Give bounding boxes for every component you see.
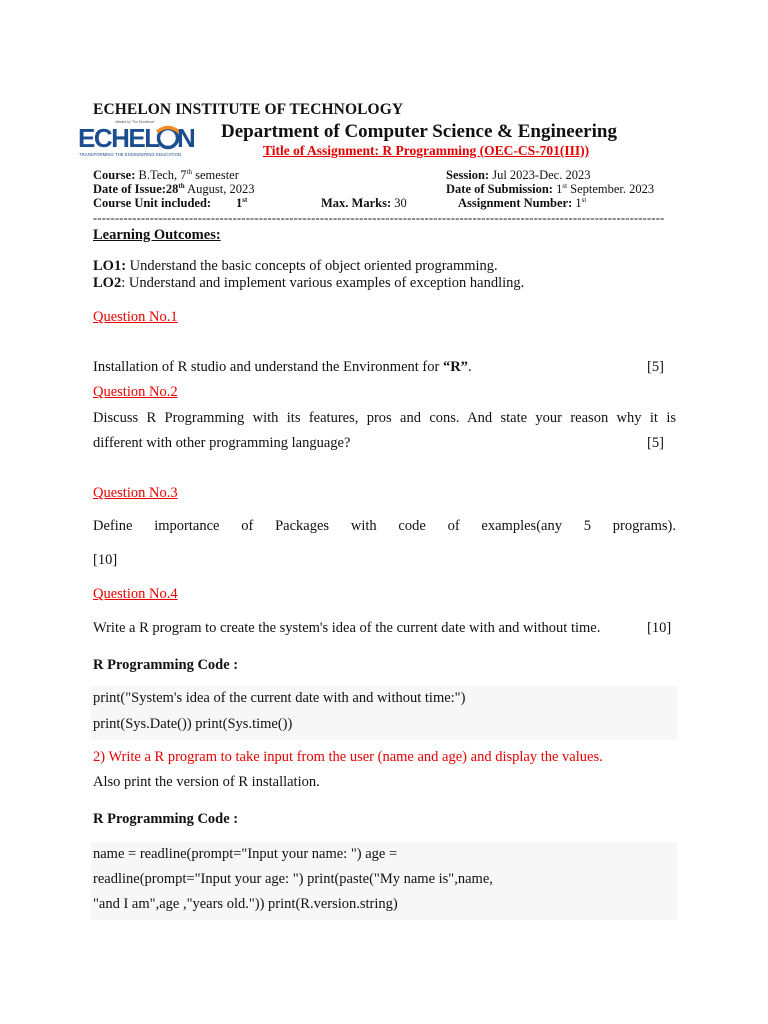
question-1-text: Installation of R studio and understand the Environment for “R”. [93, 359, 472, 375]
question-2-title: Question No.2 [93, 384, 178, 400]
session-info: Session: Jul 2023-Dec. 2023 [446, 168, 591, 182]
svg-text:N: N [177, 123, 196, 153]
svg-text:ECHEL: ECHEL [78, 123, 159, 153]
assignment-number: Assignment Number: 1st [458, 195, 587, 210]
question-3-marks: [10] [93, 552, 118, 568]
question-2-marks: [5] [647, 435, 664, 451]
code-2-heading: R Programming Code : [93, 811, 239, 827]
separator-line: ----------------------------------------------------------------------------------------------------------------------------------- [93, 211, 665, 225]
code-2-line-3: "and I am",age ,"years old.")) print(R.version.string) [93, 896, 398, 912]
course-info: Course: B.Tech, 7th semester [93, 167, 239, 182]
institute-name: ECHELON INSTITUTE OF TECHNOLOGY [93, 101, 404, 118]
question-1-title: Question No.1 [93, 309, 178, 325]
question-2-text-line1: Discuss R Programming with its features, pros and cons. And state your reason why it is [93, 410, 676, 426]
logo-wordmark [78, 123, 196, 153]
course-unit-value: 1st [236, 195, 248, 210]
code-1-heading: R Programming Code : [93, 657, 239, 673]
question-1-marks: [5] [647, 359, 664, 375]
echelon-logo [78, 119, 196, 161]
code-2-line-1: name = readline(prompt="Input your name: ") age = [93, 846, 398, 862]
question-4-title: Question No.4 [93, 586, 178, 602]
learning-outcome-1: LO1: Understand the basic concepts of object oriented programming. [93, 258, 498, 274]
department-title: Department of Computer Science & Engineering [221, 121, 617, 142]
code-2-line-2: readline(prompt="Input your age: ") print(paste("My name is",name, [93, 871, 493, 887]
submission-date: Date of Submission: 1st September. 2023 [446, 181, 655, 196]
course-unit: Course Unit included: [93, 196, 212, 210]
learning-outcome-2: LO2: Understand and implement various examples of exception handling. [93, 275, 525, 291]
code-block-1 [91, 686, 677, 740]
question-4-marks: [10] [647, 620, 672, 636]
code-block-2 [91, 842, 677, 920]
issue-date: Date of Issue:28th August, 2023 [93, 181, 255, 196]
logo-subtitle: Initiated by "The Excellence" [115, 120, 156, 124]
code-1-line-1: print("System's idea of the current date with and without time:") [93, 690, 466, 706]
code-1-line-2: print(Sys.Date()) print(Sys.time()) [93, 716, 293, 732]
max-marks: Max. Marks: 30 [321, 196, 407, 210]
logo-tagline: TRANSFORMING THE ENGINEERING EDUCATION [79, 152, 182, 157]
question-3-text: Define importance of Packages with code of examples(any 5 programs). [93, 518, 676, 534]
task-2-line-2: Also print the version of R installation. [93, 774, 320, 790]
learning-outcomes-heading: Learning Outcomes: [93, 227, 221, 243]
question-2-text-line2: different with other programming language? [93, 435, 351, 451]
question-4-text: Write a R program to create the system's idea of the current date with and without time. [93, 620, 601, 636]
question-3-title: Question No.3 [93, 485, 178, 501]
assignment-title: Title of Assignment: R Programming (OEC-CS-701(III)) [263, 143, 590, 158]
task-2-line-1: 2) Write a R program to take input from the user (name and age) and display the values. [93, 749, 603, 765]
